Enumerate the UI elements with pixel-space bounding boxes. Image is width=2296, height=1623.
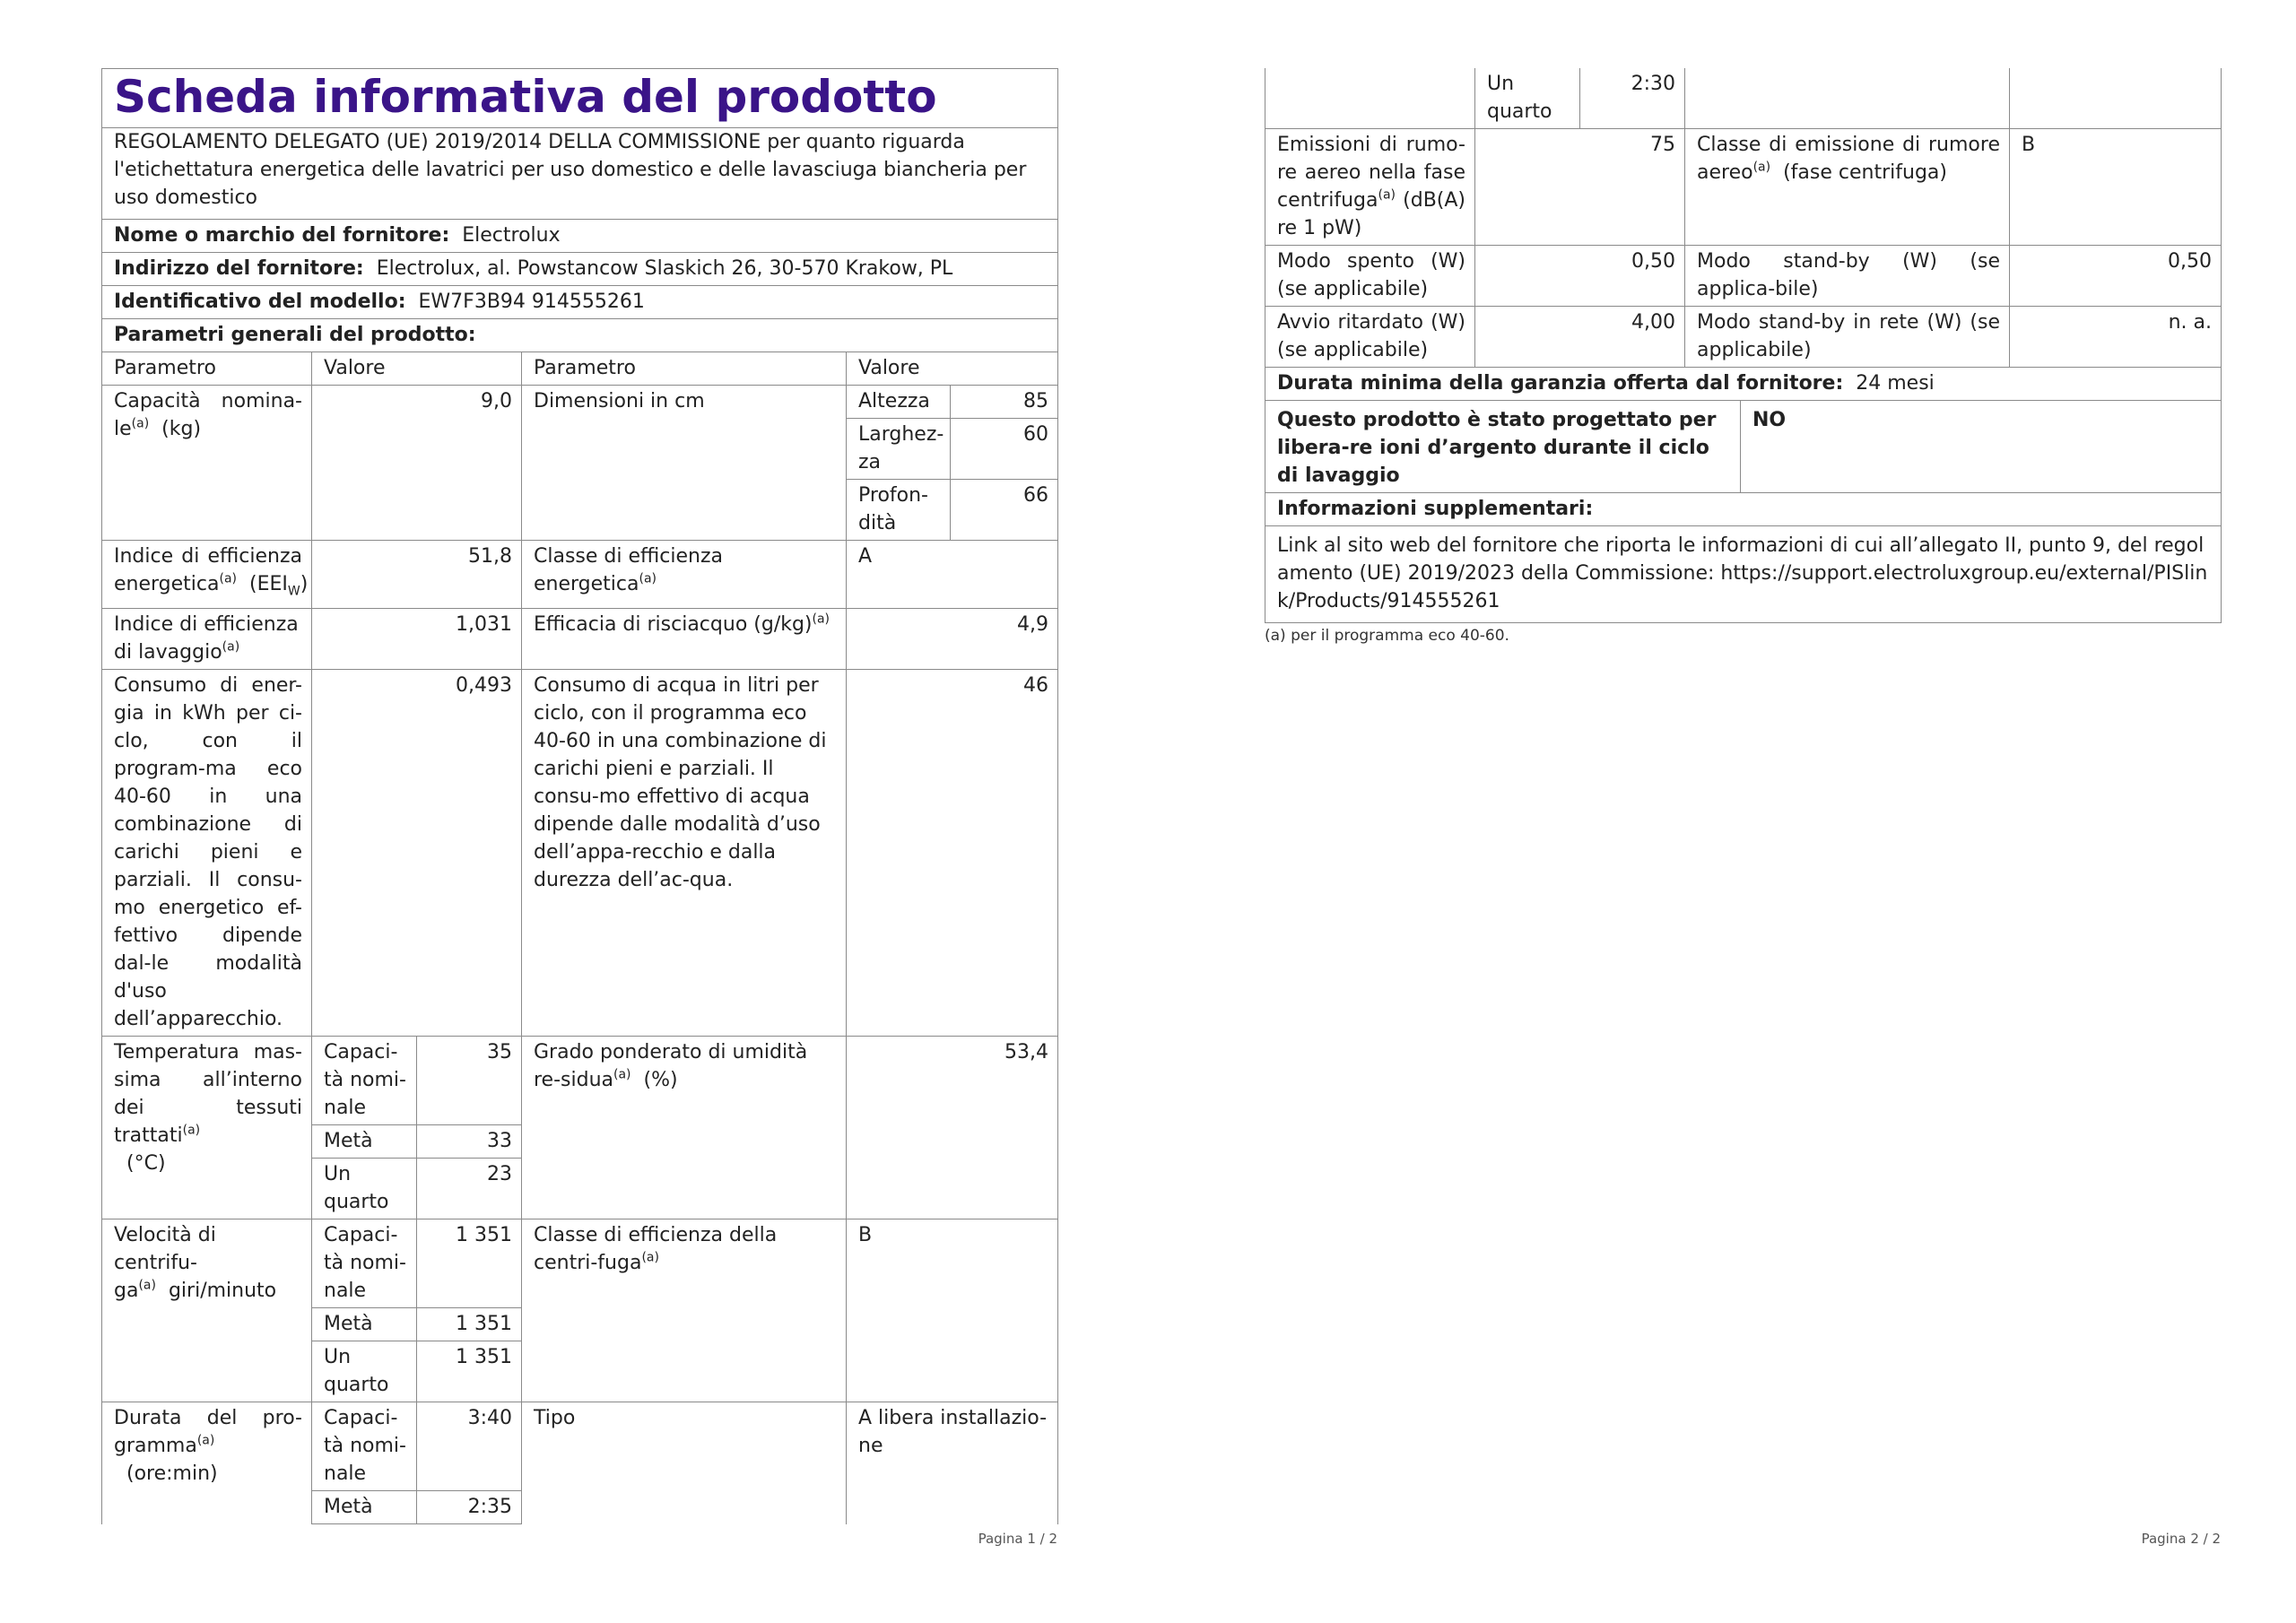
temp-load-quarter: Un quarto: [312, 1159, 417, 1219]
silver-label: Questo prodotto è stato progettato per libera-re ioni d’argento durante il ciclo di lavaggio: [1265, 401, 1741, 493]
off-mode-row: [1265, 246, 2222, 307]
additional-row: [1265, 493, 2222, 526]
general-params-label: Parametri generali del prodotto:: [102, 319, 1058, 352]
spin-load-half: Metà: [312, 1308, 417, 1341]
standby-label: Modo stand-by (W) (se applica-bile): [1685, 246, 2010, 307]
dur-quarter-value: 2:30: [1580, 68, 1685, 129]
eei-row: Indice di efficienza energetica$^{(a)}$ $(EEI_W)$ 51,8 Classe di efficienza energetica$^{(a)}$ A: [102, 541, 1058, 609]
off-mode-label: Modo spento (W) (se applicabile): [1265, 246, 1475, 307]
noise-class-label: Classe di emissione di rumore aereo: [1697, 134, 2000, 184]
wash-index-row: Indice di efficienza di lavaggio$^{(a)}$ 1,031 Efficacia di risciacquo $(g/kg)^{(a)}$ 4,9: [102, 609, 1058, 670]
delay-start-row: [1265, 307, 2222, 368]
width-label: Larghez-za: [847, 419, 951, 480]
warranty-label: Durata minima della garanzia offerta dal fornitore:: [1277, 372, 1844, 395]
noise-label: Emissioni di rumo-re aereo nella fase centrifuga: [1277, 134, 1465, 212]
capacity-value: 9,0: [312, 386, 522, 541]
col-param-2: Parametro: [522, 352, 847, 386]
noise-unit: (dB(A) re 1 pW): [1277, 189, 1465, 239]
type-label: Tipo: [522, 1402, 847, 1524]
spin-quarter-value: 1 351: [417, 1341, 522, 1402]
model-label: Identificativo del modello:: [114, 291, 406, 313]
spin-half-value: 1 351: [417, 1308, 522, 1341]
product-info-table-cont: [1265, 68, 2222, 401]
temp-load-full: Capaci-tà nomi-nale: [312, 1037, 417, 1125]
eei-value: 51,8: [312, 541, 522, 609]
energy-class-value: A: [847, 541, 1058, 609]
duration-unit: (ore:min): [126, 1462, 218, 1486]
warranty-row: [1265, 368, 2222, 401]
supplier-address-row: [102, 253, 1058, 286]
consumption-row: [102, 670, 1058, 1037]
supplier-address-value: Electrolux, al. Powstancow Slaskich 26, 30-570 Krakow, PL: [376, 257, 953, 280]
spin-class-value: B: [847, 1219, 1058, 1402]
general-params-row: [102, 319, 1058, 352]
temp-load-half: Metà: [312, 1125, 417, 1159]
model-value: EW7F3B94 914555261: [418, 291, 645, 313]
wash-index-label: Indice di efficienza di lavaggio: [114, 613, 299, 664]
water-consumption-label: Consumo di acqua in litri per ciclo, con il programma eco 40-60 in una combinazione di carichi pieni e parziali. Il consu-mo effettivo di acqua dipende dalle modalità d’uso dell’appa-recchio e dalla durezza dell’ac-qua.: [522, 670, 847, 1037]
height-value: 85: [951, 386, 1058, 419]
eei-label: Indice di efficienza energetica: [114, 545, 302, 595]
dur-load-full: Capaci-tà nomi-nale: [312, 1402, 417, 1491]
moisture-value: 53,4: [847, 1037, 1058, 1219]
product-info-table: [101, 68, 1058, 1524]
supplier-name-row: [102, 220, 1058, 253]
temp-full-value: 35: [417, 1037, 522, 1125]
supplier-address-label: Indirizzo del fornitore:: [114, 257, 364, 280]
depth-label: Profon-dità: [847, 480, 951, 541]
water-consumption-value: 46: [847, 670, 1058, 1037]
dur-load-half: Metà: [312, 1491, 417, 1524]
delay-start-value: 4,00: [1475, 307, 1685, 368]
off-mode-value: 0,50: [1475, 246, 1685, 307]
max-temp-label: Temperatura mas-sima all’interno dei tessuti trattati: [114, 1041, 302, 1148]
networked-standby-value: n. a.: [2010, 307, 2222, 368]
rinse-label: Efficacia di risciacquo (g/kg): [534, 613, 813, 637]
warranty-value: 24 mesi: [1856, 372, 1935, 395]
spin-full-row: Velocità di centrifu-$ga^{(a)}$ giri/minuto Capaci-tà nomi-nale 1 351 Classe di efficienza della centri-fuga$^{(a)}$ B: [102, 1219, 1058, 1308]
regulation-row: [102, 128, 1058, 220]
dur-full-value: 3:40: [417, 1402, 522, 1491]
spin-full-value: 1 351: [417, 1219, 522, 1308]
noise-value: 75: [1475, 129, 1685, 246]
link-text: Link al sito web del fornitore che riporta le informazioni di cui all’allegato II, punto 9, del regolamento (UE) 2019/2023 della Commissione: https://support.electroluxgroup.eu/external/PISlink/Products/914555261: [1265, 526, 2222, 623]
page-number-2: Pagina 2 / 2: [2141, 1531, 2221, 1547]
col-value-2: Valore: [847, 352, 1058, 386]
energy-class-label: Classe di efficienza energetica: [534, 545, 723, 595]
supplier-name-value: Electrolux: [462, 224, 561, 247]
spin-speed-unit: giri/minuto: [168, 1280, 277, 1303]
noise-row: Emissioni di rumo-re aereo nella fase centrifuga$^{(a)}$ (dB(A) re 1 pW) 75 Classe di emissione di rumore aereo$^{(a)}$ (fase centrifuga) B: [1265, 129, 2222, 246]
temp-half-value: 33: [417, 1125, 522, 1159]
additional-label: Informazioni supplementari:: [1265, 493, 2222, 526]
footnote: (a) per il programma eco 40-60.: [1265, 627, 1509, 645]
spin-load-full: Capaci-tà nomi-nale: [312, 1219, 417, 1308]
duration-label: Durata del pro-gramma: [114, 1407, 302, 1458]
model-row: [102, 286, 1058, 319]
duration-full-row: Durata del pro-gramma$^{(a)}$ (ore:min) Capaci-tà nomi-nale 3:40 Tipo A libera installazio-ne: [102, 1402, 1058, 1491]
col-param-1: Parametro: [102, 352, 312, 386]
moisture-label: Grado ponderato di umidità re-sidua: [534, 1041, 808, 1092]
capacity-label: Capacità nomina-le: [114, 390, 302, 440]
dur-load-quarter: Un quarto: [1475, 68, 1580, 129]
supplier-name-label: Nome o marchio del fornitore:: [114, 224, 450, 247]
standby-value: 0,50: [2010, 246, 2222, 307]
silver-row: [1265, 401, 2222, 493]
regulation-text: REGOLAMENTO DELEGATO (UE) 2019/2014 DELLA COMMISSIONE per quanto riguarda l'etichettatura energetica delle lavatrici per uso domestico e delle lavasciuga biancheria per uso domestico: [102, 128, 1058, 220]
silver-table: [1265, 401, 2222, 623]
energy-consumption-value: 0,493: [312, 670, 522, 1037]
page-title: Scheda informativa del prodotto: [102, 69, 1058, 128]
height-label: Altezza: [847, 386, 951, 419]
spin-class-label: Classe di efficienza della centri-fuga: [534, 1224, 778, 1275]
temp-full-row: Temperatura mas-sima all’interno dei tessuti trattati$^{(a)}$ (°C) Capaci-tà nomi-nale 35 Grado ponderato di umidità re-sidua$^{(a)}$ (%) 53,4: [102, 1037, 1058, 1125]
networked-standby-label: Modo stand-by in rete (W) (se applicabile): [1685, 307, 2010, 368]
silver-value: NO: [1741, 401, 2222, 493]
energy-consumption-label: Consumo di ener-gia in kWh per ci-clo, con il program-ma eco 40-60 in una combinazione di carichi pieni e parziali. Il consu-mo energetico ef-fettivo dipende dal-le modalità d'uso dell’apparecchio.: [102, 670, 312, 1037]
page-2: [1265, 0, 2221, 1547]
delay-start-label: Avvio ritardato (W) (se applicabile): [1265, 307, 1475, 368]
page-number-1: Pagina 1 / 2: [978, 1531, 1057, 1547]
noise-class-unit: (fase centrifuga): [1783, 161, 1947, 184]
page-1: [101, 0, 1057, 1547]
title-row: [102, 69, 1058, 128]
spin-speed-label: Velocità di centrifu-ga: [114, 1224, 216, 1303]
width-value: 60: [951, 419, 1058, 480]
capacity-unit: (kg): [161, 418, 202, 440]
max-temp-unit: (°C): [126, 1152, 166, 1176]
depth-value: 66: [951, 480, 1058, 541]
dur-quarter-row: [1265, 68, 2222, 129]
spin-load-quarter: Un quarto: [312, 1341, 417, 1402]
col-value-1: Valore: [312, 352, 522, 386]
capacity-row: Capacità nomina-$le^{(a)}$ (kg) 9,0 Dimensioni in cm Altezza 85: [102, 386, 1058, 419]
temp-quarter-value: 23: [417, 1159, 522, 1219]
eei-unit: (EEI: [249, 573, 288, 595]
dur-half-value: 2:35: [417, 1491, 522, 1524]
dimensions-label: Dimensioni in cm: [522, 386, 847, 541]
link-row: [1265, 526, 2222, 623]
moisture-unit: (%): [643, 1069, 678, 1092]
noise-class-value: B: [2010, 129, 2222, 246]
rinse-value: 4,9: [847, 609, 1058, 670]
header-row: [102, 352, 1058, 386]
wash-index-value: 1,031: [312, 609, 522, 670]
type-value: A libera installazio-ne: [847, 1402, 1058, 1524]
